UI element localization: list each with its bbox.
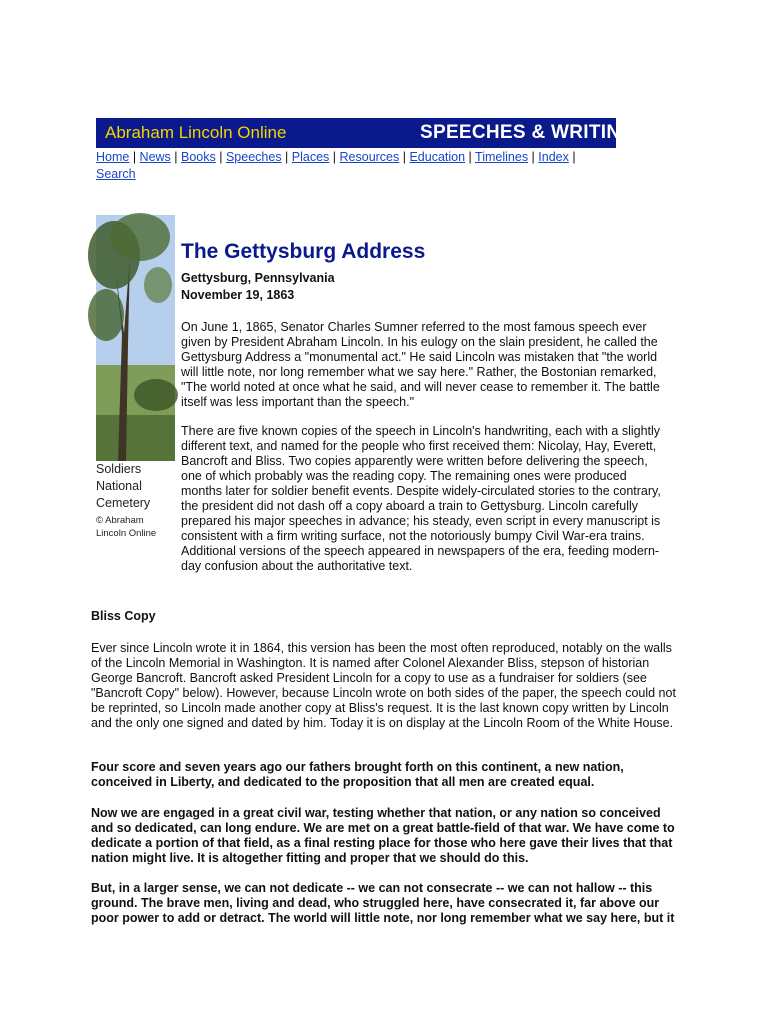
speech-paragraph-2: Now we are engaged in a great civil war, testing whether that nation, or any nation so conceived and so dedicated, can long endure. We are met on a great battle-field of that war. We have come to dedicate a portion of that field, as a final resting place for those who here gave their lives that that nation might live. It is altogether fitting and proper that we should do this. <box>91 806 675 865</box>
nav-link-speeches[interactable]: Speeches <box>225 150 282 164</box>
site-banner <box>96 118 649 148</box>
speech-paragraph-3: But, in a larger sense, we can not dedicate -- we can not consecrate -- we can not hallow -- this ground. The brave men, living and dead, who struggled here, have consecrated it, far above our poor power to add or detract. The world will little note, nor long remember what we say here, but it <box>91 881 675 925</box>
nav-link-resources[interactable]: Resources <box>339 150 400 164</box>
intro-paragraph-2: There are five known copies of the speech in Lincoln's handwriting, each with a slightly different text, and named for the people who first received them: Nicolay, Hay, Everett, Bancroft and Bliss. Two copies apparently were written before delivering the speech, one of which probably was the reading copy. The remaining ones were produced months later for soldier benefit events. Despite widely-circulated stories to the contrary, the president did not dash off a copy aboard a train to Gettysburg. Lincoln carefully prepared his major speeches in advance; his steady, even script in every manuscript is consistent with a firm writing surface, not the notoriously bumpy Civil War-era trains. Additional versions of the speech appeared in newspapers of the era, feeding modern-day confusion about the authoritative text. <box>181 424 661 573</box>
speech-location: Gettysburg, Pennsylvania <box>181 271 335 285</box>
photo-credit: © Abraham Lincoln Online <box>96 515 157 539</box>
bliss-copy-heading: Bliss Copy <box>91 609 156 623</box>
speech-date: November 19, 1863 <box>181 288 295 302</box>
intro-paragraph-1: On June 1, 1865, Senator Charles Sumner referred to the most famous speech ever given by President Abraham Lincoln. In his eulogy on the slain president, he called the Gettysburg Address a "monumental act." He said Lincoln was mistaken that "the world will little note, nor long remember what we say here." Rather, the Bostonian remarked, "The world noted at once what he said, and will never cease to remember it. The battle itself was less important than the speech." <box>181 320 660 409</box>
nav-link-news[interactable]: News <box>139 150 171 164</box>
nav-link-search[interactable]: Search <box>96 167 136 181</box>
cemetery-photo <box>96 215 175 461</box>
nav-link-home[interactable]: Home <box>96 150 130 164</box>
nav-link-education[interactable]: Education <box>409 150 466 164</box>
site-title[interactable]: Abraham Lincoln Online <box>105 123 287 142</box>
tree-illustration <box>96 215 175 461</box>
page-title: The Gettysburg Address <box>181 240 426 263</box>
bliss-copy-intro: Ever since Lincoln wrote it in 1864, this version has been the most often reproduced, notably on the walls of the Lincoln Memorial in Washington. It is named after Colonel Alexander Bliss, stepson of historian George Bancroft. Bancroft asked President Lincoln for a copy to use as a fundraiser for soldiers (see "Bancroft Copy" below). However, because Lincoln wrote on both sides of the paper, the speech could not be reprinted, so Lincoln made another copy at Bliss's request. It is the last known copy written by Lincoln and the only one signed and dated by him. Today it is on display at the Lincoln Room of the White House. <box>91 641 676 730</box>
nav-link-books[interactable]: Books <box>181 150 216 164</box>
main-nav: Home | News | Books | Speeches | Places | Resources | Education | Timelines | Index | Search <box>96 150 576 181</box>
speech-location-date <box>181 270 335 304</box>
nav-link-index[interactable]: Index <box>538 150 569 164</box>
caption-text: Soldiers National Cemetery <box>96 462 151 510</box>
speech-paragraph-1: Four score and seven years ago our fathers brought forth on this continent, a new nation, conceived in Liberty, and dedicated to the proposition that all men are created equal. <box>91 760 624 789</box>
section-title: SPEECHES & WRITINGS <box>420 122 649 143</box>
photo-caption <box>96 461 176 540</box>
nav-link-places[interactable]: Places <box>291 150 330 164</box>
nav-link-timelines[interactable]: Timelines <box>475 150 529 164</box>
